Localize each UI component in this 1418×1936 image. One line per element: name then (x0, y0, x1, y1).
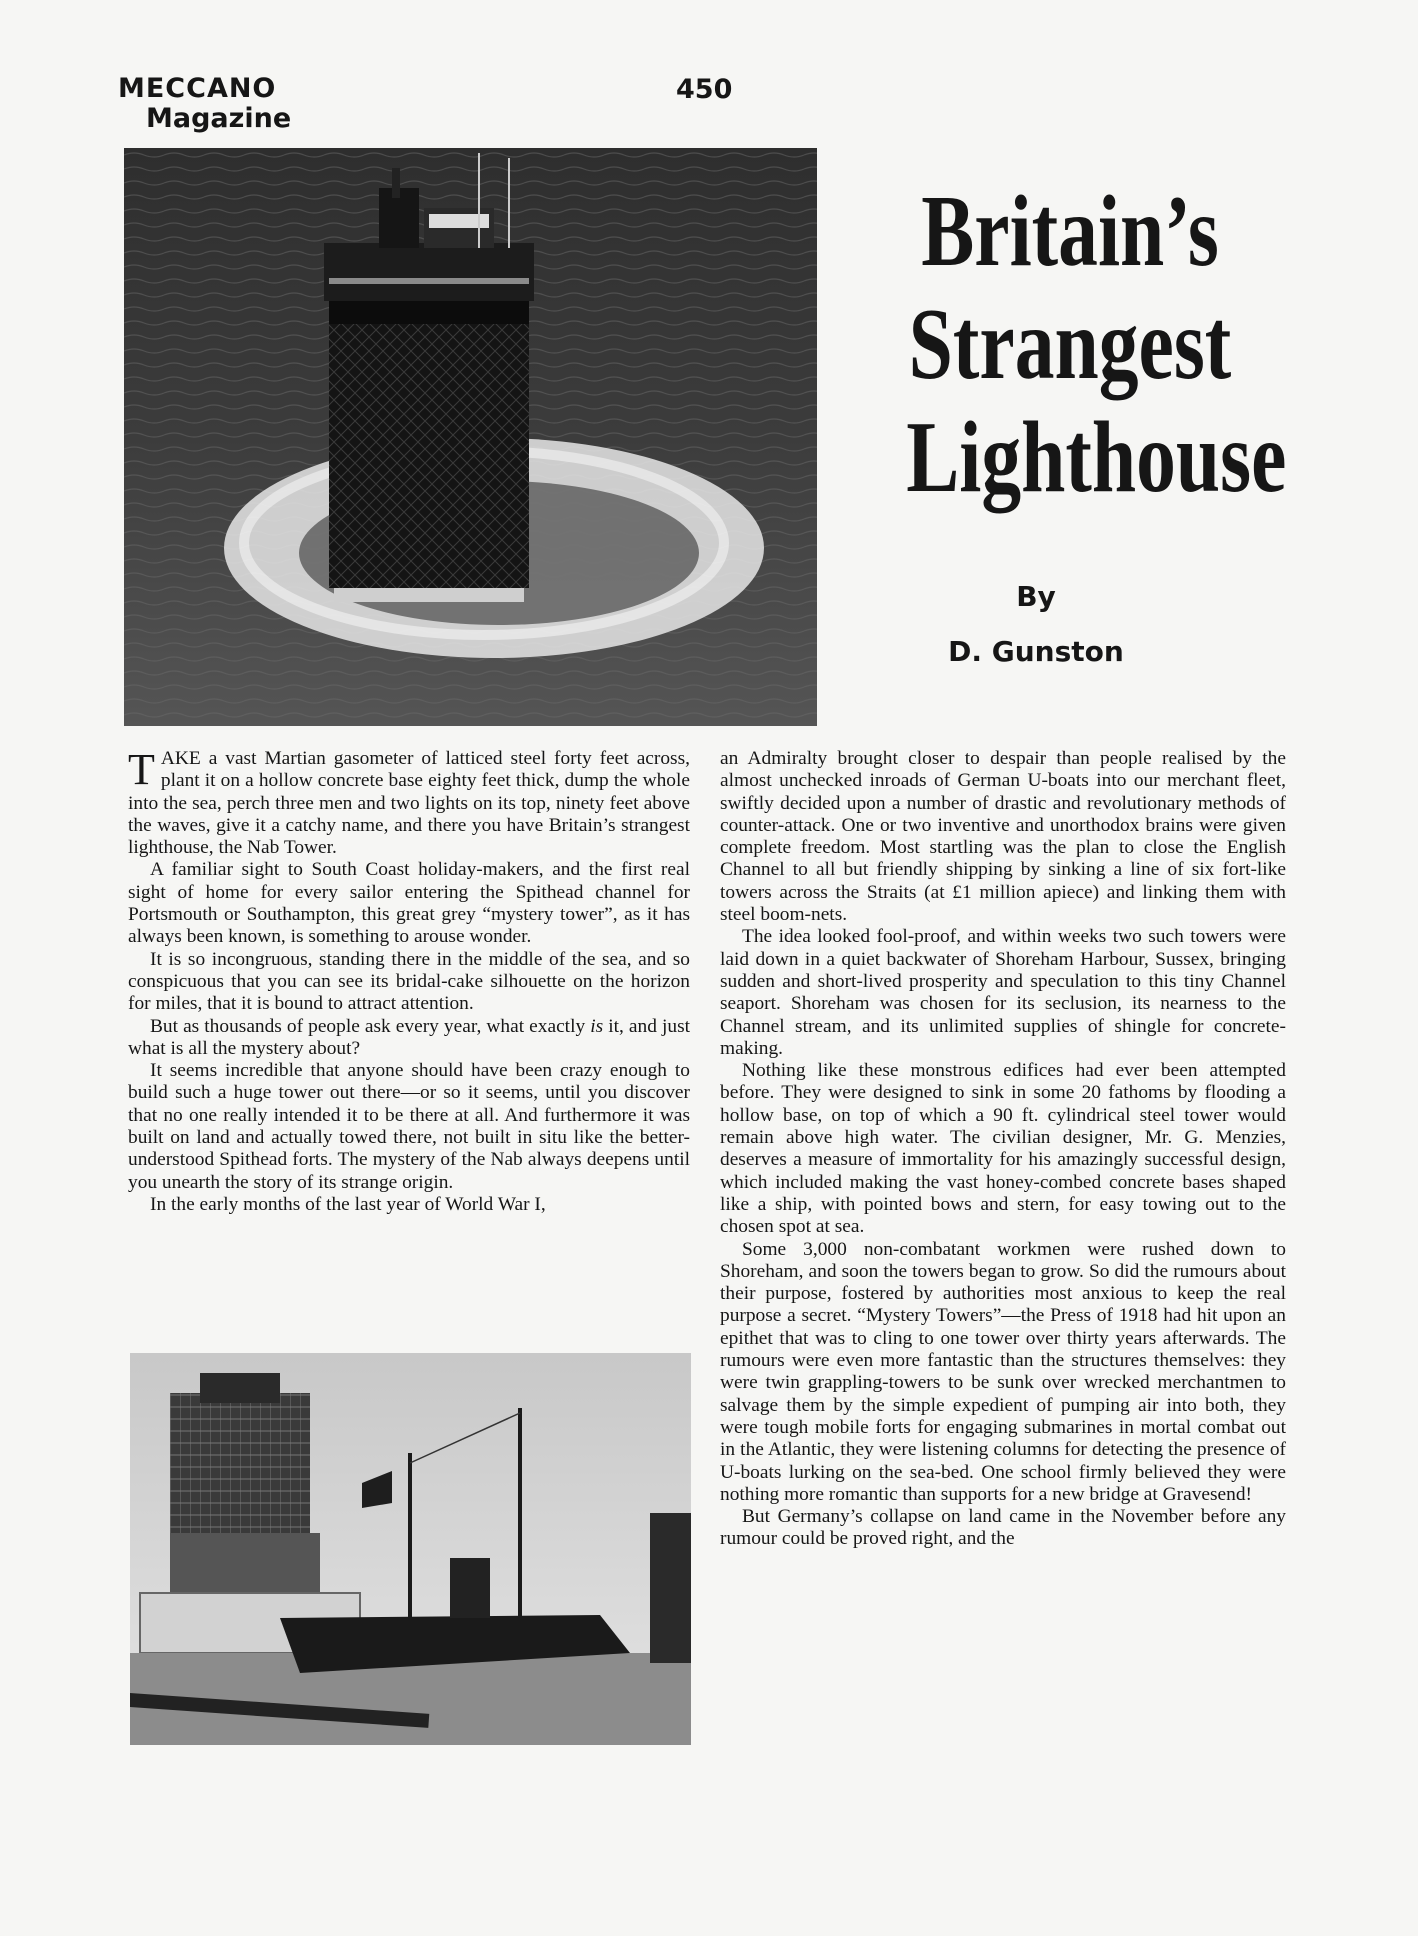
paragraph: an Admiralty brought closer to despair than people realised by the almost unchecked inroads of German U-boats into our merchant fleet, swiftly decided upon a number of drastic and revolutionary methods of counter-attack. One or two inventive and unorthodox brains were given complete freedom. Most startling was the plan to close the English Channel to all but friendly shipping by sinking a line of six fort-like towers across the Straits (at £1 million apiece) and linking them with steel boom-nets. (720, 748, 1286, 926)
title-line: Lighthouse (906, 401, 1287, 514)
article-column-left (128, 745, 690, 1216)
paragraph: The idea looked fool-proof, and within weeks two such towers were laid down in a quiet backwater of Shoreham Harbour, Sussex, bringing sudden and short-lived prosperity and speculation to this tiny Channel seaport. Shoreham was chosen for its seclusion, its nearness to the Channel stream, and its unlimited supplies of shingle for concrete-making. (720, 926, 1286, 1059)
lighthouse-aerial-photo (124, 148, 817, 726)
paragraph: TAKE a vast Martian gasometer of latticed steel forty feet across, plant it on a hollow concrete base eighty feet thick, dump the whole into the sea, perch three men and two lights on its top, ninety feet above the waves, give it a catchy name, and there you have Britain’s strangest lighthouse, the Nab Tower. (128, 745, 690, 859)
byline-author: D. Gunston (948, 635, 1124, 668)
masthead (118, 74, 291, 134)
masthead-subtitle: Magazine (146, 103, 292, 135)
byline-by: By (1016, 580, 1056, 613)
article-column-right (720, 748, 1286, 1551)
paragraph: Nothing like these monstrous edifices had ever been attempted before. They were designed to sink in some 20 fathoms by flooding a hollow base, on top of which a 90 ft. cylindrical steel tower would remain above high water. The civilian designer, Mr. G. Menzies, deserves a measure of immortality for his amazingly successful design, which included making the vast honey-combed concrete bases shaped like a ship, with pointed bows and stern, for easy towing out to the chosen spot at sea. (720, 1060, 1286, 1238)
title-line: Britain’s (921, 175, 1219, 288)
title-line: Strangest (908, 288, 1232, 401)
paragraph: A familiar sight to South Coast holiday-makers, and the first real sight of home for every sailor entering the Spithead channel for Portsmouth or Southampton, this great grey “mystery tower”, as it has always been known, is something to arouse wonder. (128, 859, 690, 948)
paragraph: But as thousands of people ask every year, what exactly is it, and just what is all the mystery about? (128, 1015, 690, 1059)
harbour-construction-photo (130, 1353, 691, 1745)
article-title (906, 175, 1287, 514)
page-number: 450 (676, 74, 733, 105)
paragraph: Some 3,000 non-combatant workmen were rushed down to Shoreham, and soon the towers began to grow. So did the rumours about their purpose, fostered by authorities most anxious to keep the real purpose a secret. “Mystery Towers”—the Press of 1918 had hit upon an epithet that was to cling to one tower over thirty years afterwards. The rumours were even more fantastic than the structures themselves: they were twin grappling-towers to be sunk over wrecked merchantmen to salvage them by the simple expedient of pumping air into both, they were tough mobile forts for engaging submarines in mortal combat out in the Atlantic, they were listening columns for detecting the presence of U-boats lurking on the sea-bed. One school firmly believed they were nothing more romantic than supports for a new bridge at Gravesend! (720, 1238, 1286, 1505)
paragraph: It seems incredible that anyone should have been crazy enough to build such a huge tower out there—or so it seems, until you discover that no one really intended it to be there at all. And furthermore it was built on land and actually towed there, not built in situ like the better-understood Spithead forts. The mystery of the Nab always deepens until you unearth the story of its strange origin. (128, 1060, 690, 1193)
paragraph: But Germany’s collapse on land came in the November before any rumour could be proved right, and the (720, 1506, 1286, 1550)
paragraph: In the early months of the last year of World War I, (150, 1193, 546, 1215)
drop-cap: T (128, 745, 155, 794)
masthead-title: MECCANO (118, 73, 277, 104)
paragraph: It is so incongruous, standing there in the middle of the sea, and so conspicuous that you can see its bridal-cake silhouette on the horizon for miles, that it is bound to attract attention. (128, 948, 690, 1015)
